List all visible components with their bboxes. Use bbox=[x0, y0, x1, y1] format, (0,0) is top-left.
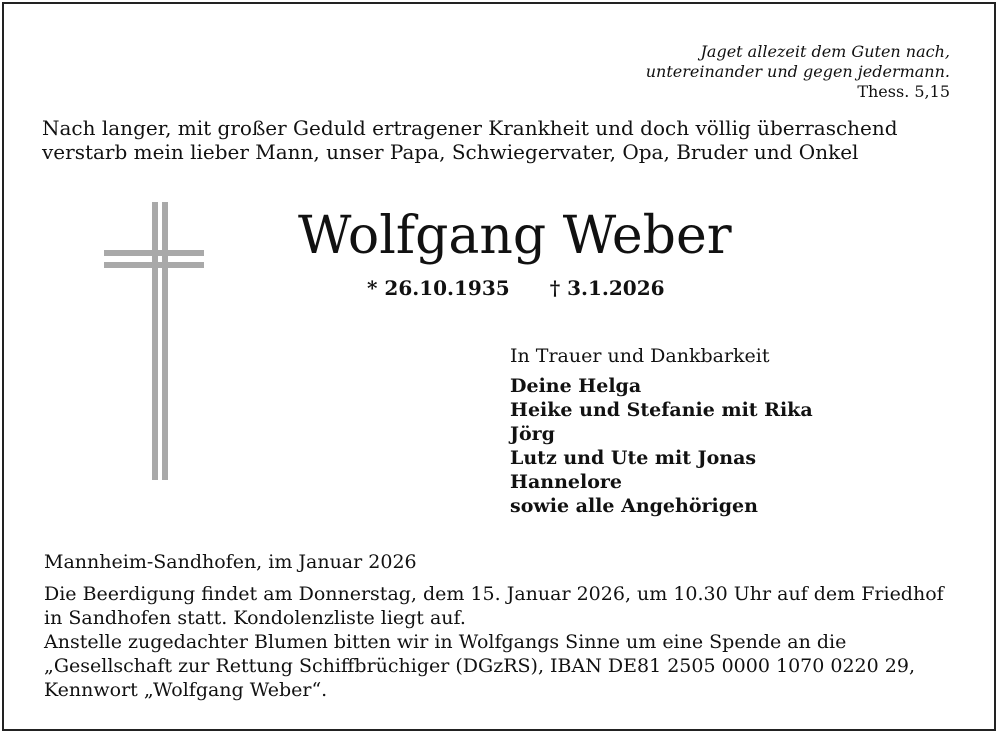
mourner-name: Lutz und Ute mit Jonas bbox=[510, 447, 757, 469]
quote-reference: Thess. 5,15 bbox=[857, 82, 950, 101]
mourner-name: Jörg bbox=[510, 423, 555, 445]
mourner-name: Deine Helga bbox=[510, 375, 642, 397]
deceased-name: Wolfgang Weber bbox=[298, 206, 732, 266]
funeral-line: in Sandhofen statt. Kondolenzliste liegt auf. bbox=[44, 607, 466, 629]
funeral-line: Die Beerdigung findet am Donnerstag, dem 15. Januar 2026, um 10.30 Uhr auf dem Friedhof bbox=[44, 583, 944, 605]
life-dates bbox=[367, 276, 665, 300]
funeral-info bbox=[44, 582, 974, 702]
death-date: † 3.1.2026 bbox=[549, 276, 665, 300]
quote-line: Jaget allezeit dem Guten nach, bbox=[700, 42, 950, 61]
mourner-name: sowie alle Angehörigen bbox=[510, 495, 758, 517]
place-date: Mannheim-Sandhofen, im Januar 2026 bbox=[44, 551, 417, 573]
cross-icon bbox=[104, 202, 204, 480]
bible-quote bbox=[646, 42, 950, 102]
intro-text bbox=[42, 116, 942, 164]
intro-line: Nach langer, mit großer Geduld ertragener Krankheit und doch völlig überraschend bbox=[42, 116, 898, 140]
mourners-heading: In Trauer und Dankbarkeit bbox=[510, 345, 770, 367]
intro-line: verstarb mein lieber Mann, unser Papa, Schwiegervater, Opa, Bruder und Onkel bbox=[42, 140, 859, 164]
funeral-line: Anstelle zugedachter Blumen bitten wir in Wolfgangs Sinne um eine Spende an die bbox=[44, 631, 847, 653]
mourner-name: Heike und Stefanie mit Rika bbox=[510, 399, 813, 421]
funeral-line: Kennwort „Wolfgang Weber“. bbox=[44, 679, 328, 701]
quote-line: untereinander und gegen jedermann. bbox=[645, 62, 950, 81]
funeral-line: „Gesellschaft zur Rettung Schiffbrüchiger (DGzRS), IBAN DE81 2505 0000 1070 0220 29, bbox=[44, 655, 915, 677]
birth-date: * 26.10.1935 bbox=[367, 276, 510, 300]
mourner-name: Hannelore bbox=[510, 471, 622, 493]
mourners-block bbox=[510, 344, 813, 518]
